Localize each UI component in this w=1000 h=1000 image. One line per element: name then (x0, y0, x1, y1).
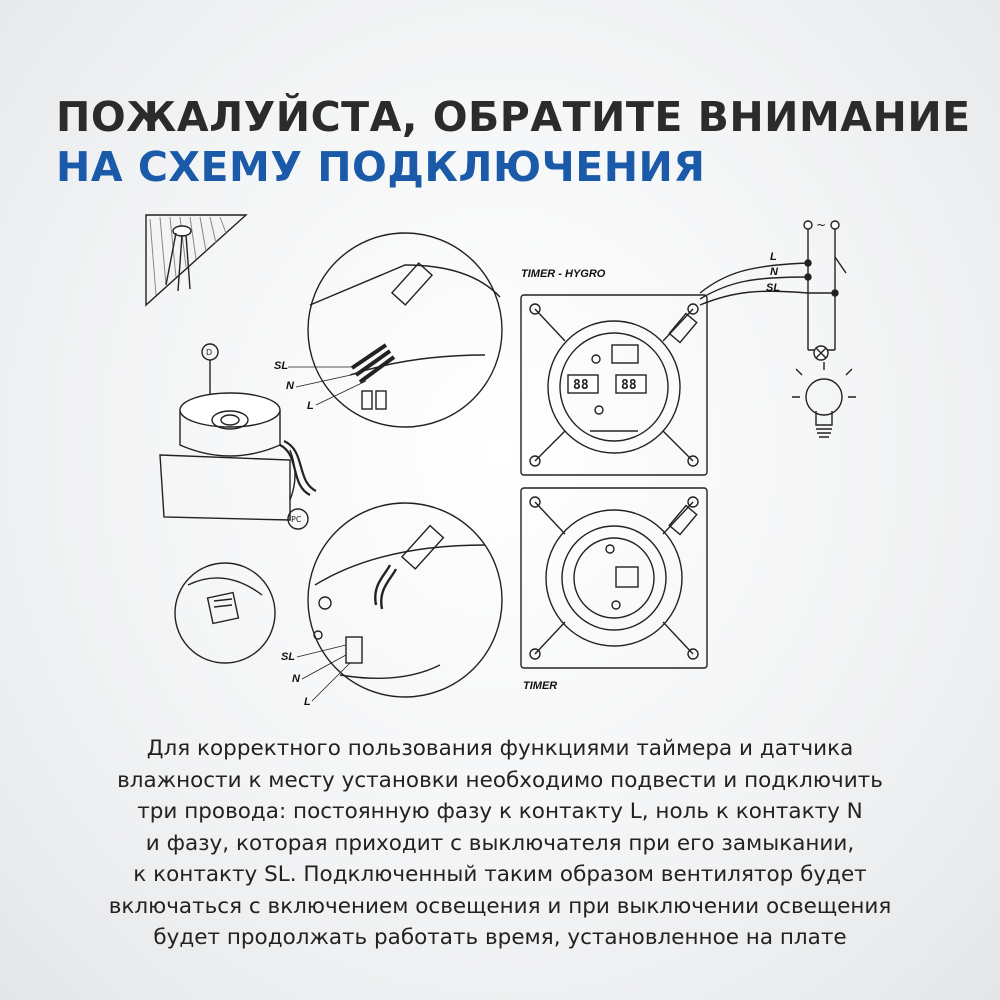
light-bulb-icon (792, 362, 856, 437)
description-line: будет продолжать работать время, установленное на плате (153, 925, 847, 950)
mark-pc: PC (291, 515, 302, 524)
wiring-diagram (140, 205, 870, 725)
description-line: Для корректного пользования функциями таймера и датчика (146, 736, 854, 761)
heading-line-2: НА СХЕМУ ПОДКЛЮЧЕНИЯ (56, 143, 706, 191)
timer-panel (521, 488, 707, 668)
label-n-top: N (286, 380, 294, 392)
supply-symbol: ~ (816, 218, 827, 232)
description-line: включаться с включением освещения и при выключении освещения (108, 893, 892, 919)
label-sl-top: SL (274, 360, 289, 372)
description-text (30, 733, 970, 954)
description-line: и фазу, которая приходит с выключателя при его замыкании, (145, 830, 855, 856)
fan-body-drawing (160, 344, 316, 529)
label-timer-hygro: TIMER - HYGRO (521, 268, 606, 280)
label-n-bottom: N (292, 673, 300, 685)
label-sl-right: SL (766, 282, 781, 294)
connector-detail (175, 563, 275, 663)
magnified-terminal-top (308, 233, 502, 427)
mark-d: D (206, 348, 213, 357)
switch-icon (835, 257, 846, 273)
description-line: три провода: постоянную фазу к контакту L, ноль к контакту N (137, 799, 863, 824)
label-n-right: N (770, 266, 778, 278)
heading-line-1: ПОЖАЛУЙСТА, ОБРАТИТЕ ВНИМАНИЕ (56, 93, 971, 141)
magnified-terminal-bottom (308, 503, 502, 697)
label-l-bottom: L (304, 696, 311, 708)
label-timer: TIMER (523, 680, 558, 692)
display-right: 88 (621, 378, 637, 393)
label-l-right: L (770, 251, 777, 263)
label-l-top: L (307, 400, 314, 412)
display-left: 88 (573, 378, 589, 393)
description-line: влажности к месту установки необходимо подвести и подключить (117, 767, 883, 793)
timer-hygro-panel (521, 295, 707, 475)
ceiling-lamp-icon (146, 215, 246, 305)
label-sl-bottom: SL (281, 651, 296, 663)
description-line: к контакту SL. Подключенный таким образом вентилятор будет (133, 862, 867, 887)
